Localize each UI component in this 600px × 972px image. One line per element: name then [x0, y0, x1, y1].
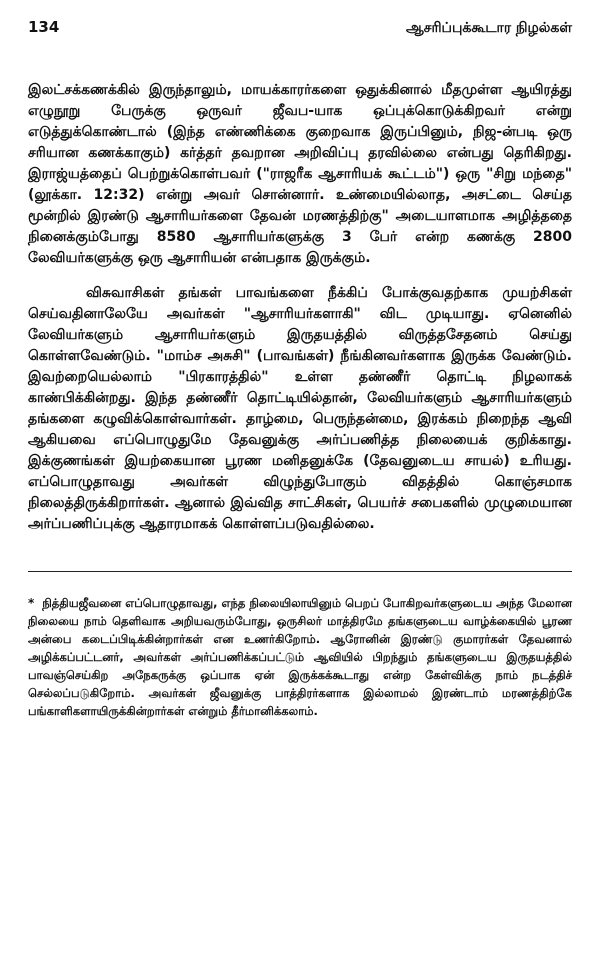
- footnote-text: நித்தியஜீவனை எப்பொழுதாவது, எந்த நிலையிலாயினும் பெறப் போகிறவர்களுடைய அந்த மேலான நிலையை நாம் தெளிவாக அறியவரும்போது, ஒருசிலர் மாத்திரமே தங்களுடைய வாழ்க்கையில் பூரண அன்பை கடைப்பிடிக்கின்றார்கள் என உணர்கிறோம். ஆரோனின் இரண்டு குமாரர்கள் தேவனால் அழிக்கப்பட்டனர், அவர்கள் அர்ப்பணிக்கப்பட்டும் ஆவியில் பிறந்தும் தங்களுடைய இருதயத்தில் பாவஞ்செய்கிற அநேகருக்கு ஒப்பாக ஏன் இருக்கக்கூடாது என்ற கேள்விக்கு நாம் நடத்திச் செல்லப்படுகிறோம். அவர்கள் ஜீவனுக்கு பாத்திரர்களாக இல்லாமல் இரண்டாம் மரணத்திற்கே பங்காளிகளாயிருக்கின்றார்கள் என்றும் தீர்மானிக்கலாம்.: [28, 596, 572, 718]
- running-title: ஆசரிப்புக்கூடார நிழல்கள்: [406, 20, 572, 36]
- paragraph-1: இலட்சக்கணக்கில் இருந்தாலும், மாயக்காரர்களை ஒதுக்கினால் மீதமுள்ள ஆயிரத்து எழுநூறு பேருக்கு ஒருவர் ஜீவப-யாக ஒப்புக்கொடுக்கிறவர் என்று எடுத்துக்கொண்டால் (இந்த எண்ணிக்கை குறைவாக இருப்பினும், நிஜ-ன்படி ஒரு சரியான கணக்காகும்) கர்த்தர் தவறான அறிவிப்பு தரவில்லை என்பது தெரிகிறது. இராஜ்யத்தைப் பெற்றுக்கொள்பவர் ("ராஜரீக ஆசாரியக் கூட்டம்") ஒரு "சிறு மந்தை" (லூக்கா. 12:32) என்று அவர் சொன்னார். உண்மையில்லாத, அசட்டை செய்த மூன்றில் இரண்டு ஆசாரியர்களை தேவன் மரணத்திற்கு" அடையாளமாக அழித்ததை நினைக்கும்போது 8580 ஆசாரியர்களுக்கு 3 பேர் என்ற கணக்கு 2800 லேவியர்களுக்கு ஒரு ஆசாரியன் என்பதாக இருக்கும்.: [28, 82, 572, 266]
- footnote-divider: [28, 571, 572, 572]
- body-text: [28, 80, 572, 535]
- running-header: [28, 18, 572, 52]
- footnote: [28, 594, 572, 720]
- paragraph-2: விசுவாசிகள் தங்கள் பாவங்களை நீக்கிப் போக்குவதற்காக முயற்சிகள் செய்வதினாலேயே அவர்கள் "ஆசாரியர்களாகி" விட முடியாது. ஏனெனில் லேவியர்களும் ஆசாரியர்களும் இருதயத்தில் விருத்தசேதனம் செய்து கொள்ளவேண்டும். "மாம்ச அசுசி" (பாவங்கள்) நீங்கினவர்களாக இருக்க வேண்டும். இவற்றையெல்லாம் "பிரகாரத்தில்" உள்ள தண்ணீர் தொட்டி நிழலாகக் காண்பிக்கின்றது. இந்த தண்ணீர் தொட்டியில்தான், லேவியர்களும் ஆசாரியர்களும் தங்களை கழுவிக்கொள்வார்கள். தாழ்மை, பெருந்தன்மை, இரக்கம் நிறைந்த ஆவி ஆகியவை எப்பொழுதுமே தேவனுக்கு அர்ப்பணித்த நிலையைக் குறிக்காது. இக்குணங்கள் இயற்கையான பூரண மனிதனுக்கே (தேவனுடைய சாயல்) உரியது. எப்பொழுதாவது அவர்கள் விழுந்துபோகும் விதத்தில் கொஞ்சமாக நிலைத்திருக்கிறார்கள். ஆனால் இவ்வித சாட்சிகள், பெயர்ச் சபைகளில் முழுமையான அர்ப்பணிப்புக்கு ஆதாரமாகக் கொள்ளப்படுவதில்லை.: [28, 285, 572, 532]
- footnote-marker: *: [28, 596, 35, 610]
- page-number: 134: [28, 18, 60, 36]
